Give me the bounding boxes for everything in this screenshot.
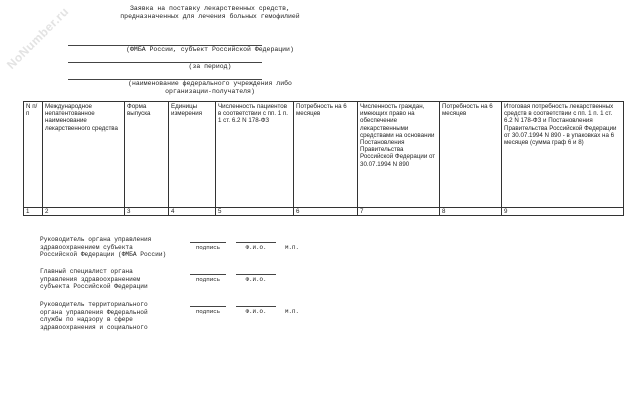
column-header: Численность пациентов в соответствии с пп. 1 п. 1 ст. 6.2 N 178-ФЗ xyxy=(216,102,294,208)
signature-caption: подпись xyxy=(195,308,221,315)
signature-line xyxy=(190,306,226,307)
fio-line xyxy=(236,274,276,275)
signature-label-line: здравоохранением субъекта xyxy=(40,243,133,251)
signature-label-line: здравоохранения и социального xyxy=(40,323,148,331)
table-number-row xyxy=(24,208,624,216)
signature-label-line: управления здравоохранением xyxy=(40,275,141,283)
signature-caption: подпись xyxy=(195,244,221,251)
title-line-2: предназначенных для лечения больных гемофилией xyxy=(120,13,300,20)
request-table xyxy=(23,101,624,216)
signature-line xyxy=(190,242,226,243)
column-header: Единицы измерения xyxy=(169,102,216,208)
signature-label xyxy=(40,268,148,291)
column-header: N п/п xyxy=(24,102,43,208)
column-number: 6 xyxy=(294,208,358,216)
column-header: Потребность на 6 месяцев xyxy=(294,102,358,208)
fio-line xyxy=(236,306,276,307)
column-header: Численность граждан, имеющих право на обеспечение лекарственными средствами на основании Постановления Правительства Российской Федерации от 30.07.1994 N 890 xyxy=(358,102,440,208)
signature-caption: подпись xyxy=(195,276,221,283)
org-caption: (ФМБА России, субъект Российской Федерации) xyxy=(126,46,294,53)
table-header-row xyxy=(24,102,624,208)
column-number: 3 xyxy=(125,208,169,216)
recipient-caption-1: (наименование федерального учреждения либо xyxy=(128,80,292,87)
watermark: NoNumber.ru xyxy=(4,4,72,72)
column-header: Итоговая потребность лекарственных средств в соответствии с пп. 1 п. 1 ст. 6.2 N 178-ФЗ и Постановления Правительства Российской Федерации от 30.07.1994 N 890 - в упаковках на 6 месяцев (сумма граф 6 и 8) xyxy=(502,102,624,208)
fio-caption: Ф.И.О. xyxy=(245,244,267,251)
signature-line xyxy=(190,274,226,275)
title-line-1: Заявка на поставку лекарственных средств, xyxy=(130,5,290,12)
column-number: 8 xyxy=(440,208,502,216)
column-header: Форма выпуска xyxy=(125,102,169,208)
signature-label-line: Руководитель органа управления xyxy=(40,236,152,243)
stamp-caption: М.П. xyxy=(285,244,299,251)
stamp-caption: М.П. xyxy=(285,308,299,315)
signature-label-line: службы по надзору в сфере xyxy=(40,316,133,324)
fio-caption: Ф.И.О. xyxy=(245,308,267,315)
column-number: 4 xyxy=(169,208,216,216)
column-header: Международное непатентованное наименование лекарственного средства xyxy=(43,102,125,208)
fio-caption: Ф.И.О. xyxy=(245,276,267,283)
signature-label-line: Руководитель территориального xyxy=(40,301,148,308)
column-number: 2 xyxy=(43,208,125,216)
signature-label-line: субъекта Российской Федерации xyxy=(40,283,148,291)
column-number: 1 xyxy=(24,208,43,216)
signature-label-line: Российской Федерации (ФМБА России) xyxy=(40,251,167,259)
period-caption: (за период) xyxy=(188,63,232,70)
signature-label xyxy=(40,236,166,259)
signature-label-line: органа управления Федеральной xyxy=(40,308,148,316)
signature-label-line: Главный специалист органа xyxy=(40,268,133,275)
signature-label xyxy=(40,301,148,331)
column-header: Потребность на 6 месяцев xyxy=(440,102,502,208)
column-number: 9 xyxy=(502,208,624,216)
fio-line xyxy=(236,242,276,243)
column-number: 7 xyxy=(358,208,440,216)
recipient-caption-2: организации-получателя) xyxy=(165,88,255,95)
column-number: 5 xyxy=(216,208,294,216)
